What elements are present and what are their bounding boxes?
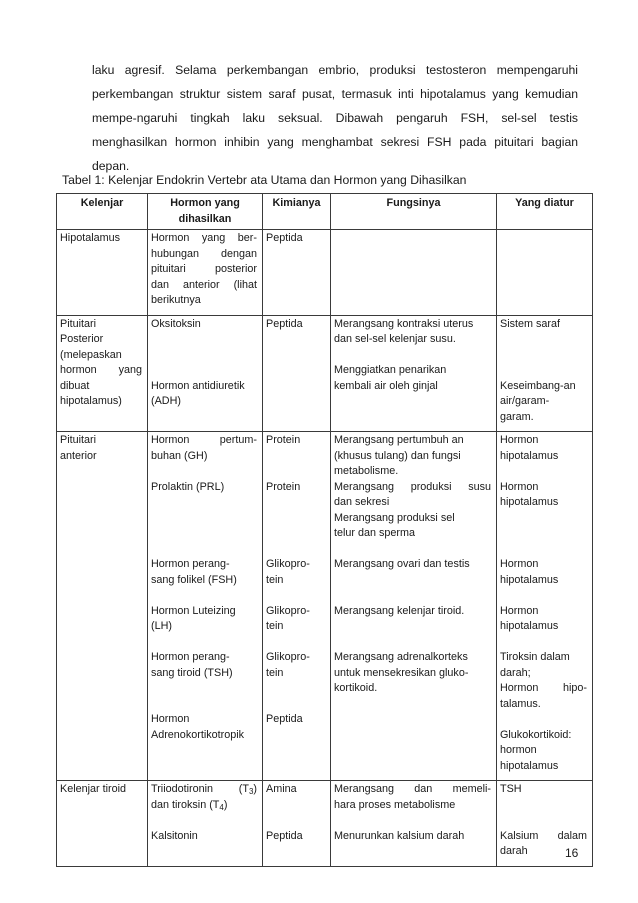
cell-kelenjar: Kelenjar tiroid <box>57 781 148 867</box>
cell-hormon: Oksitoksin Hormon antidiuretik (ADH) <box>148 315 263 432</box>
cell-fungsi <box>331 230 497 316</box>
intro-line: depan. <box>92 159 130 173</box>
cell-fungsi: Merangsang dan memeli- hara proses metabolisme Menurunkan kalsium darah <box>331 781 497 867</box>
cell-kelenjar: Pituitari Posterior (melepaskan hormon yang dibuat hipotalamus) <box>57 315 148 432</box>
cell-diatur: Hormon hipotalamus Hormon hipotalamus Hormon hipotalamus Hormon hipotalamus Tiroksin dalam darah; Hormon hipo- talamus. Glukokortikoid: hormon hipotalamus <box>497 432 593 781</box>
cell-diatur <box>497 230 593 316</box>
cell-diatur: TSH Kalsium dalam darah <box>497 781 593 867</box>
header-kimia: Kimianya <box>263 194 331 230</box>
intro-line: mempe-ngaruhi tingkah laku seksual. Dibawah pengaruh FSH, sel-sel testis <box>92 111 578 125</box>
intro-paragraph <box>92 58 578 178</box>
table-header-row <box>57 194 593 230</box>
cell-kimia: Amina Peptida <box>263 781 331 867</box>
table-row <box>57 315 593 432</box>
intro-line: perkembangan struktur sistem saraf pusat, termasuk inti hipotalamus yang kemudian <box>92 87 578 101</box>
cell-hormon: Triiodotironin $(T_3)$ dan tiroksin $(T_4)$ Kalsitonin <box>148 781 263 867</box>
cell-kimia: Protein Protein Glikopro- tein Glikopro- tein Glikopro- tein Peptida <box>263 432 331 781</box>
cell-kelenjar: Hipotalamus <box>57 230 148 316</box>
t3-line: Triiodotironin $(T_3)$ <box>151 783 257 796</box>
cell-diatur: Sistem saraf Keseimbang-an air/garam- garam. <box>497 315 593 432</box>
cell-kimia: Peptida <box>263 315 331 432</box>
header-diatur: Yang diatur <box>497 194 593 230</box>
cell-hormon: Hormon yang ber- hubungan dengan pituitari posterior dan anterior (lihat berikutnya <box>148 230 263 316</box>
table-row <box>57 230 593 316</box>
header-fungsi: Fungsinya <box>331 194 497 230</box>
cell-kimia: Peptida <box>263 230 331 316</box>
table-caption: Tabel 1: Kelenjar Endokrin Vertebr ata Utama dan Hormon yang Dihasilkan <box>62 173 467 187</box>
table-row <box>57 781 593 867</box>
header-hormon: Hormon yang dihasilkan <box>148 194 263 230</box>
cell-fungsi: Merangsang kontraksi uterus dan sel-sel kelenjar susu. Menggiatkan penarikan kembali air oleh ginjal <box>331 315 497 432</box>
page-number: 16 <box>565 846 579 860</box>
intro-line: menghasilkan hormon inhibin yang menghambat sekresi FSH pada pituitari bagian <box>92 135 578 149</box>
cell-fungsi: Merangsang pertumbuh an (khusus tulang) dan fungsi metabolisme. Merangsang produksi susu dan sekresi Merangsang produksi sel telur dan sperma Merangsang ovari dan testis Merangsang kelenjar tiroid. Merangsang adrenalkorteks untuk mensekresikan gluko- kortikoid. <box>331 432 497 781</box>
endocrine-table <box>56 193 593 867</box>
table-row <box>57 432 593 781</box>
header-kelenjar: Kelenjar <box>57 194 148 230</box>
intro-line: laku agresif. Selama perkembangan embrio, produksi testosteron mempengaruhi <box>92 63 578 77</box>
cell-kelenjar: Pituitari anterior <box>57 432 148 781</box>
cell-hormon: Hormon pertum- buhan (GH) Prolaktin (PRL) Hormon perang- sang folikel (FSH) Hormon Luteizing (LH) Hormon perang- sang tiroid (TSH) Hormon Adrenokortikotropik <box>148 432 263 781</box>
t4-line: dan tiroksin $(T_4)$ <box>151 798 228 812</box>
